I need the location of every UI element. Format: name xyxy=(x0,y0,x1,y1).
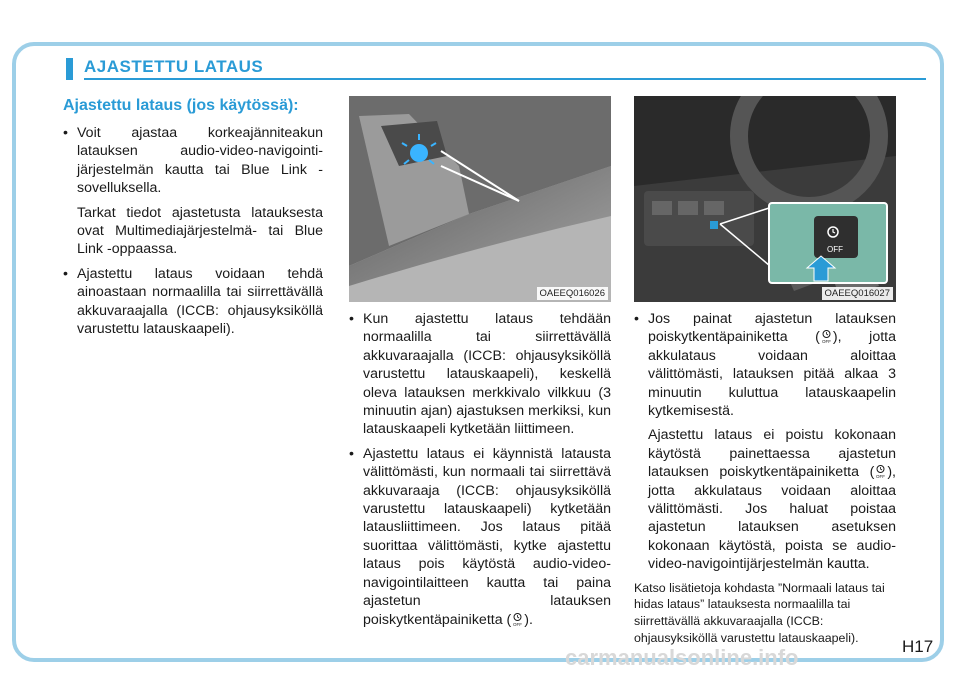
col1-bullet-2: • Ajastettu lataus voidaan tehdä ainoastaan normaalilla tai siirrettävällä akkuvaraajalla (ICCB: ohjausyksiköllä varustettu latauskaapeli). xyxy=(63,265,323,339)
figure-code-2: OAEEQ016027 xyxy=(822,287,894,300)
svg-text:OFF: OFF xyxy=(821,339,831,345)
figure-code-1: OAEEQ016026 xyxy=(537,287,609,300)
col1-paragraph: Tarkat tiedot ajastetusta latauksesta ovat Multimediajärjestelmä- tai Blue Link -oppaassa. xyxy=(77,204,323,258)
column-2 xyxy=(349,310,611,635)
watermark: carmanualsonline.info xyxy=(565,645,799,670)
subheading: Ajastettu lataus (jos käytössä): xyxy=(63,97,299,114)
col2-bullet-2-text: Ajastettu lataus ei käynnistä latausta välittömästi, kun normaali tai siirrettävä akkuvaraaja (ICCB: ohjausyksiköllä varustettu latauskaapeli) kytketään latausliittimeen. Jos lataus pitää suorittaa välittömästi, kytke ajastettu lataus pois käytöstä audio-video-navigointilaitteen kautta tai paina ajastetun latauksen poiskytkentäpainiketta ( xyxy=(363,445,611,628)
col2-bullet-2 xyxy=(349,445,611,629)
col3-paragraph-text: Ajastettu lataus ei poistu kokonaan käytöstä painettaessa ajastetun latauksen poiskytkentäpainiketta ( xyxy=(648,427,896,481)
section-rule xyxy=(84,78,926,80)
svg-text:OFF: OFF xyxy=(513,621,523,627)
column-1 xyxy=(63,96,323,344)
col3-paragraph xyxy=(634,426,896,573)
col3-bullet-1 xyxy=(634,310,896,420)
svg-text:OFF: OFF xyxy=(876,474,886,480)
dashboard-illustration xyxy=(634,96,896,302)
figure-off-button xyxy=(634,96,896,302)
col2-bullet-1: • Kun ajastettu lataus tehdään normaalilla tai siirrettävällä akkuvaraajalla (ICCB: ohjausyksiköllä varustettu latauskaapeli), keskellä oleva latauksen merkkivalo vilkkuu (3 minuutin ajan) ajastuksen merkiksi, kun latauskaapeli kytketään liittimeen. xyxy=(349,310,611,439)
page-number: H17 xyxy=(902,637,934,656)
figure-charging-indicator xyxy=(349,96,611,302)
car-hood-illustration xyxy=(349,96,611,302)
timer-off-button-icon xyxy=(820,329,833,344)
col2-bullet-2-end: ). xyxy=(524,611,533,628)
col1-bullet-1: • Voit ajastaa korkeajänniteakun latauksen audio-video-navigointi-järjestelmän kautta tai Blue Link -sovelluksella. xyxy=(63,124,323,198)
section-title: AJASTETTU LATAUS xyxy=(84,57,264,76)
col3-bullet-1-text: Jos painat ajastetun latauksen poiskytkentäpainiketta ( xyxy=(648,311,896,346)
column-3 xyxy=(634,310,896,647)
col3-paragraph-end: ), jotta akkulataus voidaan aloittaa välittömästi. Jos haluat poistaa ajastetun latauksen asetuksen kokonaan käytöstä, poista se audio-video-navigointijärjestelmän kautta. xyxy=(648,464,896,573)
timer-off-button-icon xyxy=(874,464,887,479)
off-button-label: OFF xyxy=(827,245,843,254)
section-marker xyxy=(66,58,73,80)
timer-off-button-icon xyxy=(511,612,524,627)
col3-note: Katso lisätietoja kohdasta ”Normaali lataus tai hidas lataus” latauksesta normaalilla tai siirrettävällä akkuvaraajalla (ICCB: ohjausyksiköllä varustettu latauskaapeli). xyxy=(634,580,885,646)
col3-bullet-1-end: ), jotta akkulataus voidaan aloittaa välittömästi, latauksen pitää alkaa 3 minuutin kuluttua latauskaapelin kytkemisestä. xyxy=(648,329,896,420)
